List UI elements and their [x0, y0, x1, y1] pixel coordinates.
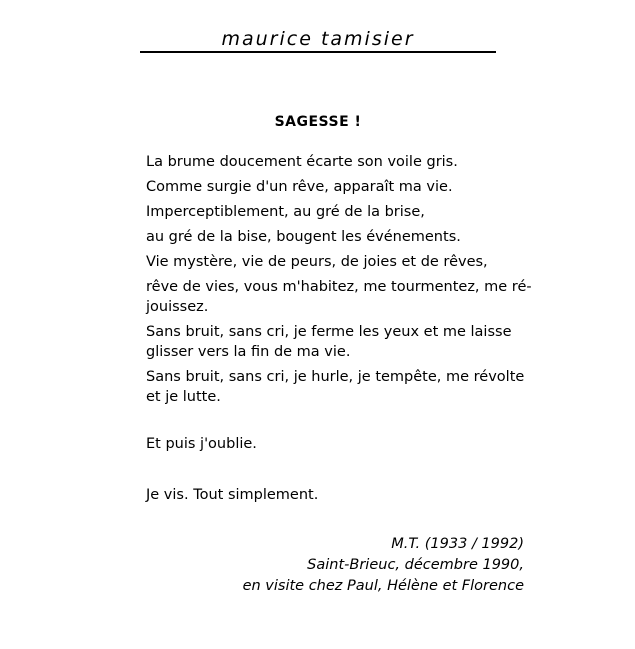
poem-title: SAGESSE !: [274, 114, 362, 130]
poem-line: La brume doucement écarte son voile gris.: [146, 154, 458, 170]
poem-body: [146, 152, 546, 510]
signature-initials: M.T. (1933 / 1992): [391, 536, 524, 552]
signature-context: en visite chez Paul, Hélène et Florence: [242, 578, 524, 594]
poem-line: Sans bruit, sans cri, je hurle, je tempête, me révolte et je lutte.: [146, 369, 525, 405]
poem-line: au gré de la bise, bougent les événements.: [146, 229, 461, 245]
poem-line: rêve de vies, vous m'habitez, me tourmentez, me ré- jouissez.: [146, 279, 532, 315]
poem-line: Comme surgie d'un rêve, apparaît ma vie.: [146, 179, 453, 195]
poem-line: Imperceptiblement, au gré de la brise,: [146, 204, 425, 220]
closing-line-1: Et puis j'oublie.: [146, 436, 257, 452]
header-divider: [140, 51, 496, 53]
signature-place-date: Saint-Brieuc, décembre 1990,: [307, 557, 524, 573]
signature-block: [243, 534, 524, 597]
closing-line-2: Je vis. Tout simplement.: [146, 487, 319, 503]
poem-line: Vie mystère, vie de peurs, de joies et de rêves,: [146, 254, 488, 270]
author-header: maurice tamisier: [221, 28, 415, 50]
poem-line: Sans bruit, sans cri, je ferme les yeux et me laisse glisser vers la fin de ma vie.: [146, 324, 512, 360]
